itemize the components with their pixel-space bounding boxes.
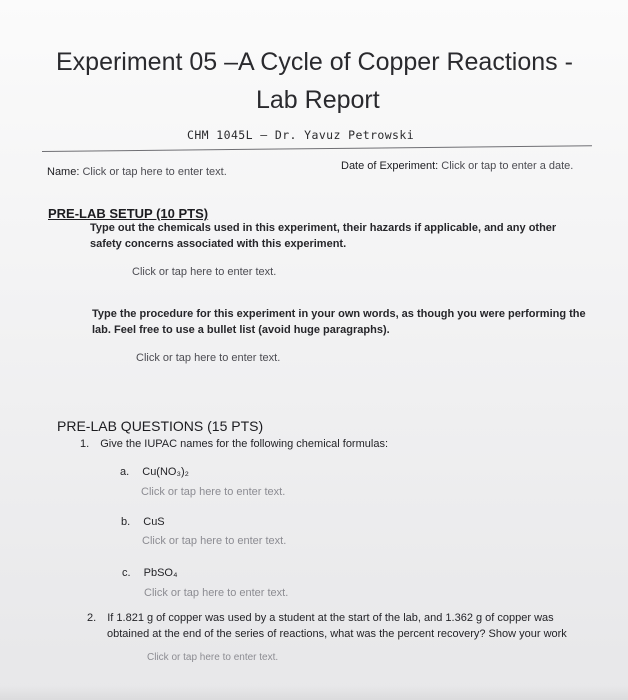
question-1a — [120, 466, 189, 478]
question-2-line-1: If 1.821 g of copper was used by a student at the start of the lab, and 1.362 g of copper was — [107, 612, 554, 624]
date-field — [341, 160, 573, 172]
question-1-number: 1. — [80, 438, 90, 450]
item-letter: c. — [122, 567, 131, 579]
item-letter: b. — [121, 516, 131, 528]
question-2-number: 2. — [87, 612, 97, 624]
question-1c — [122, 567, 177, 579]
item-letter: a. — [120, 466, 130, 478]
date-label: Date of Experiment: — [341, 160, 439, 172]
prelab-setup-heading: PRE-LAB SETUP (10 PTS) — [48, 206, 209, 221]
question-2-answer[interactable]: Click or tap here to enter text. — [147, 652, 279, 663]
question-1c-answer[interactable]: Click or tap here to enter text. — [144, 587, 289, 599]
prelab-setup-prompt-1: Type out the chemicals used in this experiment, their hazards if applicable, and any other safety concerns associated with this experiment. — [90, 222, 557, 250]
question-1-text: Give the IUPAC names for the following chemical formulas: — [100, 438, 388, 450]
prelab-setup-prompt-2: Type the procedure for this experiment in your own words, as though you were performing the lab. Feel free to use a bullet list (avoid huge paragraphs). — [92, 308, 586, 336]
question-1a-answer[interactable]: Click or tap here to enter text. — [141, 486, 286, 498]
course-line: CHM 1045L – Dr. Yavuz Petrowski — [187, 128, 415, 142]
name-label: Name: — [47, 166, 80, 178]
question-1b-answer[interactable]: Click or tap here to enter text. — [142, 535, 287, 547]
page-bottom-shade — [0, 686, 628, 700]
question-2 — [87, 612, 554, 624]
header-divider — [42, 145, 592, 152]
item-formula: CuS — [143, 516, 165, 528]
prelab-setup-answer-1[interactable]: Click or tap here to enter text. — [132, 266, 277, 278]
item-formula: Cu(NO₃)₂ — [142, 466, 189, 478]
question-1b — [121, 516, 165, 528]
title-line-2: Lab Report — [256, 86, 380, 114]
date-input[interactable]: Click or tap to enter a date. — [441, 160, 574, 172]
prelab-questions-heading: PRE-LAB QUESTIONS (15 PTS) — [57, 418, 264, 434]
prelab-setup-answer-2[interactable]: Click or tap here to enter text. — [136, 352, 281, 364]
question-1 — [80, 438, 388, 450]
question-2-line-2: obtained at the end of the series of reactions, what was the percent recovery? Show your work — [107, 628, 567, 640]
name-field — [47, 166, 227, 178]
item-formula: PbSO₄ — [143, 567, 178, 579]
title-line-1: Experiment 05 –A Cycle of Copper Reactions - — [56, 48, 573, 76]
name-input[interactable]: Click or tap here to enter text. — [82, 166, 227, 178]
